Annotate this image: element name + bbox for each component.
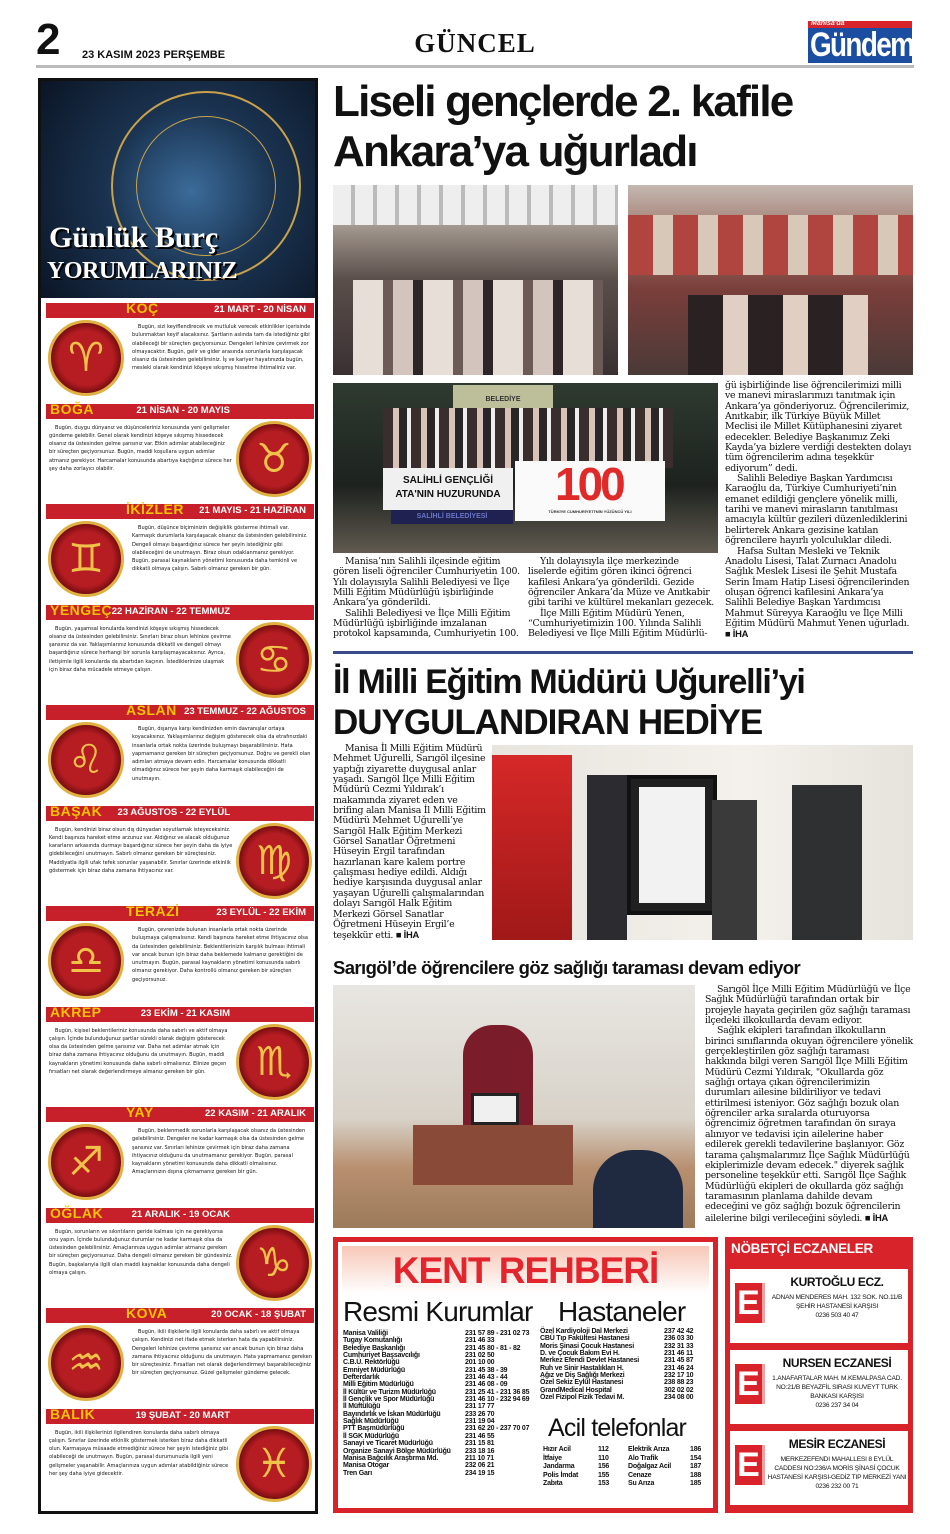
entry-name: Doğalgaz Acil [628,1463,672,1470]
entry-phone: 110 [598,1454,609,1462]
pharmacies-title: NÖBETÇİ ECZANELER [731,1241,873,1256]
entry-phone: 231 17 77 [465,1403,495,1411]
directory-row [628,1463,708,1472]
directory-row [343,1418,553,1425]
entry-phone: 231 02 50 [465,1352,495,1360]
directory-row [628,1455,708,1464]
entry-phone: 233 18 16 [465,1447,495,1455]
paragraph: Manisa’nın Salihli ilçesinde eğitim gören liseli öğrenciler Cumhuriyetin 100. Yılı dolayısıyla Salihli Belediyesi ve İlçe Milli Eğitim Müdürlüğü işbirliğinde Ankara’ya gönderildi. [333,556,520,609]
zodiac-9-icon: ♑ [236,1225,312,1301]
article1-headline-line1: Liseli gençlerde 2. kafile [333,77,793,126]
directory-row [543,1480,621,1489]
sign-text: Bugün, ikili ilişkilerinizi ilgilendiren konularda daha sabırlı olmaya çalışın. Sınırlar üzerinde etkinlik göstermek isterken biraz daha dikkatli olun. Karmaşaya müsaade etmediğiniz sürece her şeyin istediğiniz gibi olabileceği de unutmayın. Bugün, parasal durumunuzla ilgili yeni gelişmeler yaşanabilir. Amaçlarınıza uygun adımlar atabildiğiniz sürece her şey daha iyiye gidecektir. [49,1429,229,1477]
sign-name: YAY [126,1104,154,1120]
entry-phone: 232 17 10 [664,1372,694,1380]
sign-dates: 23 TEMMUZ - 22 AĞUSTOS [184,706,306,717]
entry-phone: 236 03 30 [664,1335,694,1343]
article2-headline-line1: İl Milli Eğitim Müdürü Uğurelli’yi [333,663,805,701]
entry-phone: 211 10 71 [465,1454,494,1462]
directory-row [343,1425,553,1432]
directory-row [540,1350,710,1357]
horoscope-subtitle: YORUMLARINIZ [47,258,238,284]
sign-text: Bugün, sizi keyiflendirecek ve mutluluk verecek etkinlikler içerisinde bulunmaktan keyif alacaksınız. Şartların aslında tam da istediğiniz gibi olabileceği bir süreçten geçiyorsunuz. Dengeleri lehinize çevirmek zor olmayacaktır. Bugün, gelir ve gider arasında sorunlarla karşılaşacak olsanız da üstesinden gelebilirsiniz. İş ve kariyer hayatınızda bugün, mesleki olarak kendinizi köşeye sıkışmış hissetme ihtimaliniz var. [132,324,311,372]
pharmacy-name: MESİR ECZANESİ [788,1437,886,1451]
article2-headline-line2: DUYGULANDIRAN HEDİYE [333,703,763,742]
entry-phone: 187 [690,1463,702,1470]
emergency-title: Acil telefonlar [548,1414,687,1442]
pharmacy-phone: 0236 232 00 71 [815,1483,859,1490]
sign-name: KOVA [126,1305,168,1321]
section-title: GÜNCEL [414,28,536,58]
entry-phone: 302 02 02 [664,1386,694,1394]
zodiac-1-icon: ♉ [236,421,312,497]
entry-name: Manisa Otogar [343,1462,390,1470]
entry-name: Tren Garı [343,1469,372,1477]
horoscope-title: Günlük Burç [49,221,219,254]
pharmacy-e-icon: E [735,1364,765,1404]
horoscope-sign [46,1104,314,1207]
agency-credit: ■ İHA [725,628,749,640]
sign-dates: 22 KASIM - 21 ARALIK [205,1108,306,1119]
entry-phone: 231 57 89 - 231 02 73 [465,1330,530,1337]
horoscope-sign [46,1305,314,1408]
pharmacy-name: KURTOĞLU ECZ. [790,1275,884,1289]
entry-phone: 231 46 55 [465,1432,495,1440]
banner-text-3: SALİHLİ BELEDİYESİ [391,510,513,524]
entry-phone: 201 10 00 [465,1359,495,1367]
directory-row [343,1337,553,1344]
entry-name: Hızır Acil [543,1446,571,1453]
zodiac-4-icon: ♌ [48,722,124,798]
entry-phone: 154 [690,1454,702,1462]
directory-row [343,1433,553,1440]
entry-phone: 188 [690,1471,702,1479]
pharmacy-address-text: ADNAN MENDERES MAH. 132 SOK. NO.11/B ŞEHİR HASTANESİ KARŞISI [771,1294,903,1310]
entry-phone: 238 88 23 [664,1379,694,1387]
directory-row [540,1357,710,1364]
horoscope-sign [46,702,314,805]
zodiac-7-icon: ♏ [236,1024,312,1100]
entry-name: Merkez Efendi Devlet Hastanesi [540,1357,640,1365]
directory-row [628,1446,708,1455]
directory-row [343,1411,553,1418]
bus-photo-2 [628,185,913,375]
banner-text-1: SALİHLİ GENÇLİĞİ [403,475,493,486]
zodiac-10-icon: ♒ [48,1325,124,1401]
directory-row [343,1389,553,1396]
directory-row [543,1446,621,1455]
paragraph: Sarıgöl İlçe Milli Eğitim Müdürlüğü ve İlçe Sağlık Müdürlüğü tarafından ortak bir projeyle hayata geçirilen göz sağlığı taraması ilçedeki ilkokullarda devam ediyor. [705,984,911,1027]
entry-name: Ağız ve Diş Sağlığı Merkezi [540,1372,625,1380]
directory-row [343,1455,553,1462]
sign-name: OĞLAK [50,1204,104,1221]
newspaper-logo [808,21,912,63]
directory-row [628,1472,708,1481]
emergency-list-right [628,1446,708,1489]
agency-credit: ■ İHA [395,929,420,941]
directory-row [540,1365,710,1372]
entry-phone: 112 [598,1446,609,1453]
entry-phone: 231 46 10 - 232 94 69 [465,1396,530,1404]
directory-row [343,1345,553,1352]
entry-phone: 233 26 70 [465,1410,495,1418]
logo-text: Gündem [810,26,914,64]
sign-name: TERAZİ [126,903,180,919]
pharmacy-phone: 0236 503 40 47 [815,1312,859,1319]
issue-date: 23 KASIM 2023 PERŞEMBE [82,49,226,61]
hospitals-title: Hastaneler [558,1296,686,1327]
bus-photo-1 [333,185,618,375]
horoscope-sign [46,1204,314,1308]
article1-col1 [333,557,521,640]
entry-name: Belediye Başkanlığı [343,1344,405,1352]
entry-phone: 234 19 15 [465,1469,495,1477]
article1-headline-line2: Ankara’ya uğurladı [333,127,697,176]
sign-name: BALIK [50,1405,96,1422]
entry-phone: 231 46 08 - 09 [465,1381,508,1389]
sign-text: Bugün, kendinizi biraz olsun dış dünyadan soyutlamak isteyeceksiniz. Kendi başınıza hareket etme arzunuz var. Aldığınız ve alacak olduğunuz kararların arkasında durmayı başardığınız sürece her şeyin daha da iyiye gidebileceğini unutmayın. Sabırlı olmanız gereken bir süreçtesiniz. Maddiyatla ilgili ufak tefek sorunlar yaşanabilir. Sınırlar üzerinde etkinlik göstermek için biraz daha zamana ihtiyacınız var. [49,826,233,874]
sign-text: Bugün, düşünce biçiminizin değişiklik gösterme ihtimali var. Karmaşık durumlarla karşılaşacak olsanız da üstesinden gelebilirsiniz. Dengeli olmayı başardığınız sürece her şeyin istediğiniz gibi olabileceğini de unutmayın. Biraz olsun odaklanmanız gerekiyor. Bugün, parasal kaynakların yönetimi konusunda daha temkinli ve dikkatli olmaya çalışın. Sabırlı olmanız gereken bir gün. [132,525,308,573]
entry-phone: 232 06 21 [465,1462,495,1470]
building-sign: BELEDİYE [453,385,553,415]
entry-name: Cenaze [628,1471,652,1479]
entry-name: Özel Kardiyoloji Dal Merkezi [540,1328,628,1335]
entry-name: Ruh ve Sinir Hastalıkları H. [540,1364,624,1372]
entry-name: GrandMedical Hospital [540,1386,612,1394]
zodiac-3-icon: ♋ [236,622,312,698]
sign-text: Bugün, dışarıya karşı kendinizden emin davranışlar ortaya koyacaksınız. Yaklaşımlarınız değişim gösterecek olsa da etrafınızdaki insanlarla ortak nokta üzerinde buluşmayı başarabilirsiniz. Hata yapmamanız gereken bir süreçten geçiyorsunuz. Doğru ve gerekli olan adımları atmaya devam edin. Harcamalar konusunda dikkatli olmadığınız sürece her şeyin daha karmaşık olabileceğini de unutmayın. [132,726,311,782]
entry-name: PTT Başmüdürlüğü [343,1425,405,1433]
paragraph [705,1026,913,1224]
pharmacy-e-icon: E [735,1283,765,1323]
directory-row [343,1359,553,1366]
paragraph-text: Hafsa Sultan Mesleki ve Teknik Anadolu Lisesi, Talat Zurnacı Anadolu Sağlık Meslek Lisesi ile Şehit Mustafa Serin İmam Hatip Lisesi öğrencilerinden oluşan öğrenci kafilesini Ankara’ya Salihli Belediye Başkan Yardımcısı Mahmut Süreyya Karaoğlu ve İlçe Milli Eğitim Müdürü Mahmut Yenen uğurladı. [725,545,910,629]
sign-text: Bugün, duygu dünyanız ve düşünceleriniz konusunda yeni gelişmeler gündeme gelebilir. Genel olarak kendinizi köşeye sıkışmış hissedecek olsanız da üstesinden gelme şansınız var. Etkin adımlar atabileceğiniz bir süreçten geçiyorsunuz. Bugün, maddi koşullara uygun adımlar atmanız gerekiyor. Harcamalar konusunda abartıya kaçtığınız sürece her şey daha zorlayıcı olabilir. [49,424,232,472]
entry-phone: 185 [690,1480,702,1487]
entry-phone: 234 08 00 [664,1394,694,1402]
paragraph [333,744,487,942]
sign-name: BAŞAK [50,802,103,819]
paragraph: Salihli Belediye Başkan Yardımcısı Karaoğlu da, Türkiye Cumhuriyeti’nin emanet edildiği gençlere yönelik milli, tarihi ve manevi mirasların tanıtılması amacıyla kültür gezileri düzenlediklerini belirterek Ankara gezisine katılan öğrencilere hayırlı yolculuklar diledi. [725,473,908,547]
zodiac-2-icon: ♊ [48,521,124,597]
directory-row [343,1403,553,1410]
sign-dates: 21 NİSAN - 20 MAYIS [136,404,230,416]
agency-credit: ■ İHA [864,1211,889,1223]
entry-phone: 156 [598,1463,610,1470]
directory-row [343,1470,553,1477]
sign-dates: 23 EKİM - 21 KASIM [140,1007,230,1019]
entry-name: Su Arıza [628,1480,655,1487]
paragraph-text: Sağlık ekipleri tarafından ilkokulların birinci sınıflarında okuyan öğrencilere yönelik gerçekleştirilen göz sağlığı taraması hakkında bilgi veren Sarıgöl İlçe Milli Eğitim Müdürü Cezmi Yıldırak, "Okullarda göz sağlığı ortaya çıkan öğrencilerimizin durumları ailesine bildiriliyor ve tedavi ettirilmesi isteniyor. Göz sağlığı bozuk olan öğrenciler arka sıralarda oturuyorsa öğrencimiz öğretmen tarafından ön sıraya alınıyor ve tedavisi için ailelerine haber edilerek gerekli tedavilerine başlanıyor. Göz tarama çalışmalarımız İlçe Sağlık Müdürlüğü ekiplerimizle devam edecek." diyerek sağlık personeline teşekkür etti. Sarıgöl İlçe Sağlık Müdürlüğü ekipleri de okullarda göz sağlığı taramasının planlama dahilde devam edeceğini ve göz sağlığı bozuk öğrencilerin ailelerine bilgi verileceğini söyledi. [705,1025,913,1224]
portrait-gift-photo [492,745,913,940]
sign-dates: 20 OCAK - 18 ŞUBAT [211,1309,306,1320]
article1-col2 [528,557,718,640]
entry-name: Zabıta [543,1480,563,1487]
directory-row [543,1472,621,1481]
entry-name: Emniyet Müdürlüğü [343,1366,405,1374]
entry-name: D. ve Çocuk Bakım Evi H. [540,1350,620,1358]
official-institutions-list [343,1330,553,1477]
sign-dates: 22 HAZİRAN - 22 TEMMUZ [111,605,230,617]
entry-phone: 231 62 20 - 237 70 07 [465,1425,530,1433]
horoscope-sign [46,300,314,403]
centennial-caption: TÜRKİYE CUMHURİYETİ'NİN YÜZÜNCÜ YILI [548,509,632,514]
sign-dates: 23 EYLÜL - 22 EKİM [216,907,306,918]
directory-row [343,1367,553,1374]
entry-name: Moris Şinasi Çocuk Hastanesi [540,1342,634,1350]
entry-name: İl Gençlik ve Spor Müdürlüğü [343,1396,435,1404]
directory-row [343,1330,553,1337]
article3-headline: Sarıgöl’de öğrencilere göz sağlığı taraması devam ediyor [333,957,801,978]
header-divider [36,65,914,68]
centennial-logo-100: 100 [555,458,623,510]
directory-row [543,1463,621,1472]
directory-row [540,1343,710,1350]
entry-name: İl Kültür ve Turizm Müdürlüğü [343,1388,436,1396]
zodiac-8-icon: ♐ [48,1124,124,1200]
directory-row [540,1379,710,1386]
entry-name: Özel Fizipol Fizik Tedavi M. [540,1394,625,1402]
turkish-flag [492,755,572,940]
directory-row [343,1462,553,1469]
sign-dates: 21 MAYIS - 21 HAZİRAN [199,505,306,516]
entry-phone: 231 15 81 [465,1440,495,1448]
zodiac-0-icon: ♈ [48,320,124,396]
entry-name: CBÜ Tıp Fakültesi Hastanesi [540,1335,630,1343]
sign-text: Bugün, beklenmedik sorunlarla karşılaşacak olsanız da üstesinden gelebilirsiniz. Dengeler ne kadar karmaşık olsa da üstesinden gelme şansınız var. Sınırları lehinize çevirmek için biraz daha zamana ihtiyacınız olduğunu da unutmamanız gerekiyor. Bugün, parasal kaynakların yönetimi konusunda daha dikkatli olmalısınız. Amaçlarınızın dışına çıkmamanız gereken bir gün. [132,1128,306,1176]
sign-name: KOÇ [126,300,159,316]
pharmacy-name: NURSEN ECZANESİ [782,1356,892,1370]
horoscope-sign [46,1405,314,1509]
entry-phone: 231 46 43 - 44 [465,1374,508,1382]
zodiac-6-icon: ♎ [48,923,124,999]
directory-row [343,1381,553,1388]
pharmacy-item [730,1431,908,1505]
pharmacy-address-text: MERKEZEFENDI MAHALLESI 8 EYLÜL CADDESI NO:236/A MORİS ŞİNASİ ÇOCUK HASTANESİ KARŞISI-GEDİZ TIP MERKEZİ YANI [767,1456,907,1481]
horoscope-sign [46,903,314,1006]
pharmacy-phone: 0236 237 34 04 [815,1402,859,1409]
entry-phone: 231 46 11 [664,1350,693,1358]
directory-row [343,1374,553,1381]
entry-phone: 186 [690,1446,702,1453]
directory-row [540,1387,710,1394]
horoscope-sign [46,501,314,604]
entry-phone: 155 [598,1471,610,1479]
emergency-list-left [543,1446,621,1489]
entry-name: Manisa Bağcılık Araştırma Md. [343,1454,439,1462]
paragraph: İlçe Milli Eğitim Müdürü Yenen, “Cumhuriyetimizin 100. Yılında Salihli Belediyesi ve İlçe Milli Eğitim Müdürlü- [528,607,708,640]
directory-row [628,1480,708,1489]
sign-dates: 19 ŞUBAT - 20 MART [135,1409,230,1421]
entry-phone: 231 46 24 [664,1364,694,1372]
entry-phone: 231 46 33 [465,1337,495,1345]
zodiac-11-icon: ♓ [236,1426,312,1502]
paragraph-text: Manisa İl Milli Eğitim Müdürü Mehmet Uğurelli, Sarıgöl ilçesine yaptığı ziyarette duygusal anlar yaşadı. Sarıgöl İlçe Milli Eğitim Müdürü Cezmi Yıldırak’ı makamında ziyaret eden ve brifing alan Manisa İl Milli Eğitim Müdürü Mehmet Uğurelli’ye Sarıgöl Halk Eğitim Merkezi Görsel Sanatlar Öğretmeni Hüseyin Ergil tarafından hazırlanan kare kalem portre çalışması hediye edildi. Aldığı hediye karşısında duygusal anlar yaşayan Uğurelli çalışmalarından dolayı Sarıgöl Halk Eğitim Merkezi Görsel Sanatlar Öğretmeni Hüseyin Ergil’e teşekkür etti. [333,743,486,942]
horoscope-sign [46,1003,314,1107]
entry-name: Özel Sekiz Eylül Hastanesi [540,1379,624,1387]
entry-name: İl SGK Müdürlüğü [343,1432,399,1440]
entry-phone: 237 42 42 [664,1328,694,1335]
directory-row [540,1335,710,1342]
entry-name: Sanayi ve Ticaret Müdürlüğü [343,1440,433,1448]
sign-name: AKREP [50,1003,102,1020]
entry-name: Polis İmdat [543,1471,579,1479]
horoscope-section [38,78,318,1514]
sign-dates: 21 ARALIK - 19 OCAK [131,1208,230,1220]
pharmacy-address-text: 1.ANAFARTALAR MAH. M.KEMALPASA CAD. NO:21/B BEYAZFİL SIRASI KUVEYT TURK BANKASI KARŞISI [772,1375,902,1400]
sign-name: BOĞA [50,400,94,417]
sign-text: Bugün, çevrenizde bulunan insanlarla ortak nokta üzerinde buluşmaya çalışmalısınız. Kendi başınıza hareket etme ihtiyacınız olsa da üstesinden gelebilirsiniz. Beklentilerinizin karşılık bulması ihtimali var ancak bunun için biraz daha beklemede kalmanız gerektiğini de unutmayın. Bugün, parasal kaynakların yönetimi konusunda sabırlı olmanız gerekiyor. Daha kontrollü olmanız gereken bir süreçten geçiyorsunuz. [132,927,309,983]
entry-name: Sağlık Müdürlüğü [343,1418,399,1426]
pharmacy-item [730,1269,908,1343]
entry-name: Defterdarlık [343,1374,380,1382]
entry-phone: 231 45 80 - 81 - 82 [465,1344,521,1352]
entry-name: Elektrik Arıza [628,1446,670,1453]
sign-text: Bugün, ikili ilişkilerle ilgili konularda daha sabırlı ve aktif olmaya çalışın. Kendinizi net ifade etmek isterken hata da yapabilirsiniz. Dengeleri lehinize çevirme şansınız var ancak bunun için biraz daha zamana ihtiyacınız olduğunu da unutmayın. Hata yapmamanız gereken bir süreçtesiniz. Fırsatları net olarak değerlendirmeyi başarabileceğiniz bir süreçten geçiyorsunuz. Güzel gelişmeler gündeme gelecek. [132,1329,312,1377]
pharmacy-item [730,1350,908,1424]
city-directory-title: KENT REHBERİ [392,1250,659,1291]
official-institutions-title: Resmi Kurumlar [343,1296,533,1327]
entry-name: Alo Trafik [628,1454,658,1462]
entry-name: Milli Eğitim Müdürlüğü [343,1381,414,1389]
entry-phone: 232 31 33 [664,1342,694,1350]
pharmacy-address [766,1293,908,1320]
article2-body [333,744,487,942]
entry-name: Tugay Komutanlığı [343,1337,403,1345]
entry-name: İtfaiye [543,1454,562,1462]
hospitals-list [540,1328,710,1401]
paragraph [725,547,913,641]
horoscope-sign [46,601,314,705]
pharmacies-on-duty [725,1237,913,1513]
entry-phone: 231 19 04 [465,1418,495,1426]
sign-name: ASLAN [126,702,177,718]
directory-row [543,1455,621,1464]
directory-row [343,1440,553,1447]
entry-name: Organize Sanayi Bölge Müdürlüğü [343,1447,451,1455]
horoscope-sign [46,400,314,504]
paragraph: Salihli Belediyesi ve İlçe Milli Eğitim Müdürlüğü işbirliğinde imzalanan protokol kapsamında, Cumhuriyetin 100. [333,607,519,640]
entry-name: C.B.Ü. Rektörlüğü [343,1359,400,1367]
entry-name: Cumhuriyet Başsavcılığı [343,1352,420,1360]
pharmacy-e-icon: E [735,1445,765,1485]
sign-text: Bugün, kişisel beklentileriniz konusunda daha sabırlı ve aktif olmaya çalışın. İçinde bulunduğunuz şartlar sürekli olarak değişim gösterecek olsa da üstesinden gelme şansınız var. Daha net adımlar atmak için biraz daha zamana ihtiyacınız olduğunu da unutmayın. Bugün, maddi kaynakların yönetimi konusunda daha sabırlı olmalısınız. Elinize geçen fırsatları net olarak değerlendirmeye almanız gereken bir gün. [49,1027,228,1075]
page-number: 2 [36,15,61,64]
pharmacy-address [766,1455,908,1491]
horoscope-banner-image [41,81,315,298]
directory-row [540,1394,710,1401]
article1-col3 [725,381,913,641]
sign-text: Bugün, sorunların ve sıkıntıların geride kalması için ne gerekiyorsa onu yapın. İçinde bulunduğunuz durumlar ne kadar karmaşık olsa da üstesinden gelebilirsiniz. Amaçlarınıza uygun adımlar atmanız gereken bir süreçten geçiyorsunuz. Daha dengeli olmanız gereken bir gündesiniz. Bugün, başkalarıyla ilgili olan maddi kaynaklar konusunda daha dengeli olmaya çalışın. [49,1228,233,1276]
entry-name: Jandarma [543,1463,575,1470]
logo-small-text: Manisa'da [811,20,845,27]
sign-text: Bugün, yaşamsal konularda kendinizi köşeye sıkışmış hissedecek olsanız da üstesinden gelebilirsiniz. Sınırları biraz olsun lehinize çevirme şansınız da var. Yaklaşımlarınız konusunda dikkatli ve dengeli olmayı başardığınız sürece herhangi bir sorunla karşılaşmayacaksınız. Ayrıca, iletişimle ilgili konularda da abartıdan kaçının. İstediklerinize ulaşmak için biraz daha mücadele etmeye çalışın. [49,625,231,673]
entry-name: Bayındırlık ve İskan Müdürlüğü [343,1410,441,1418]
city-directory [333,1237,718,1513]
zodiac-5-icon: ♍ [236,823,312,899]
paragraph: Yılı dolayısıyla ilçe merkezinde liselerde eğitim gören ikinci öğrenci kafilesi Ankara’ya gönderildi. Gezide öğrenciler Ankara’da Müze ve Anıtkabir gibi tarihi ve kültürel mekanları gezecek. [528,556,714,609]
sign-name: YENGEÇ [50,601,113,618]
entry-phone: 231 45 87 [664,1357,694,1365]
sign-dates: 23 AĞUSTOS - 22 EYLÜL [117,806,230,818]
entry-phone: 231 45 38 - 39 [465,1366,508,1374]
banner-text-2: ATA'NIN HUZURUNDA [395,489,501,500]
entry-name: İl Müftülüğü [343,1403,381,1411]
article3-body [705,985,913,1224]
eye-screening-photo [333,985,695,1228]
pharmacy-address [766,1374,908,1410]
directory-row [343,1448,553,1455]
horoscope-sign [46,802,314,906]
entry-phone: 153 [598,1480,610,1487]
sign-dates: 21 MART - 20 NİSAN [214,304,306,315]
group-banner-photo [333,383,718,553]
entry-phone: 231 25 41 - 231 36 85 [465,1388,530,1396]
paragraph: ğü işbirliğinde lise öğrencilerimizi milli ve manevi miraslarımızı tanıtmak için Ankara’ya gönderiyoruz. Öğrencilerimiz, Anıtkabir, ilk Türkiye Büyük Millet Meclisi ile Millet Kütüphanesini ziyaret edecekler. Belediye Başkanımız Zeki Kayda’ya bizlere verdiği destekten dolayı tüm öğrencilerim adına teşekkür ediyorum” dedi. [725,380,912,474]
entry-name: Manisa Valiliği [343,1330,388,1337]
sign-name: İKİZLER [126,501,184,517]
article-divider [333,651,913,654]
